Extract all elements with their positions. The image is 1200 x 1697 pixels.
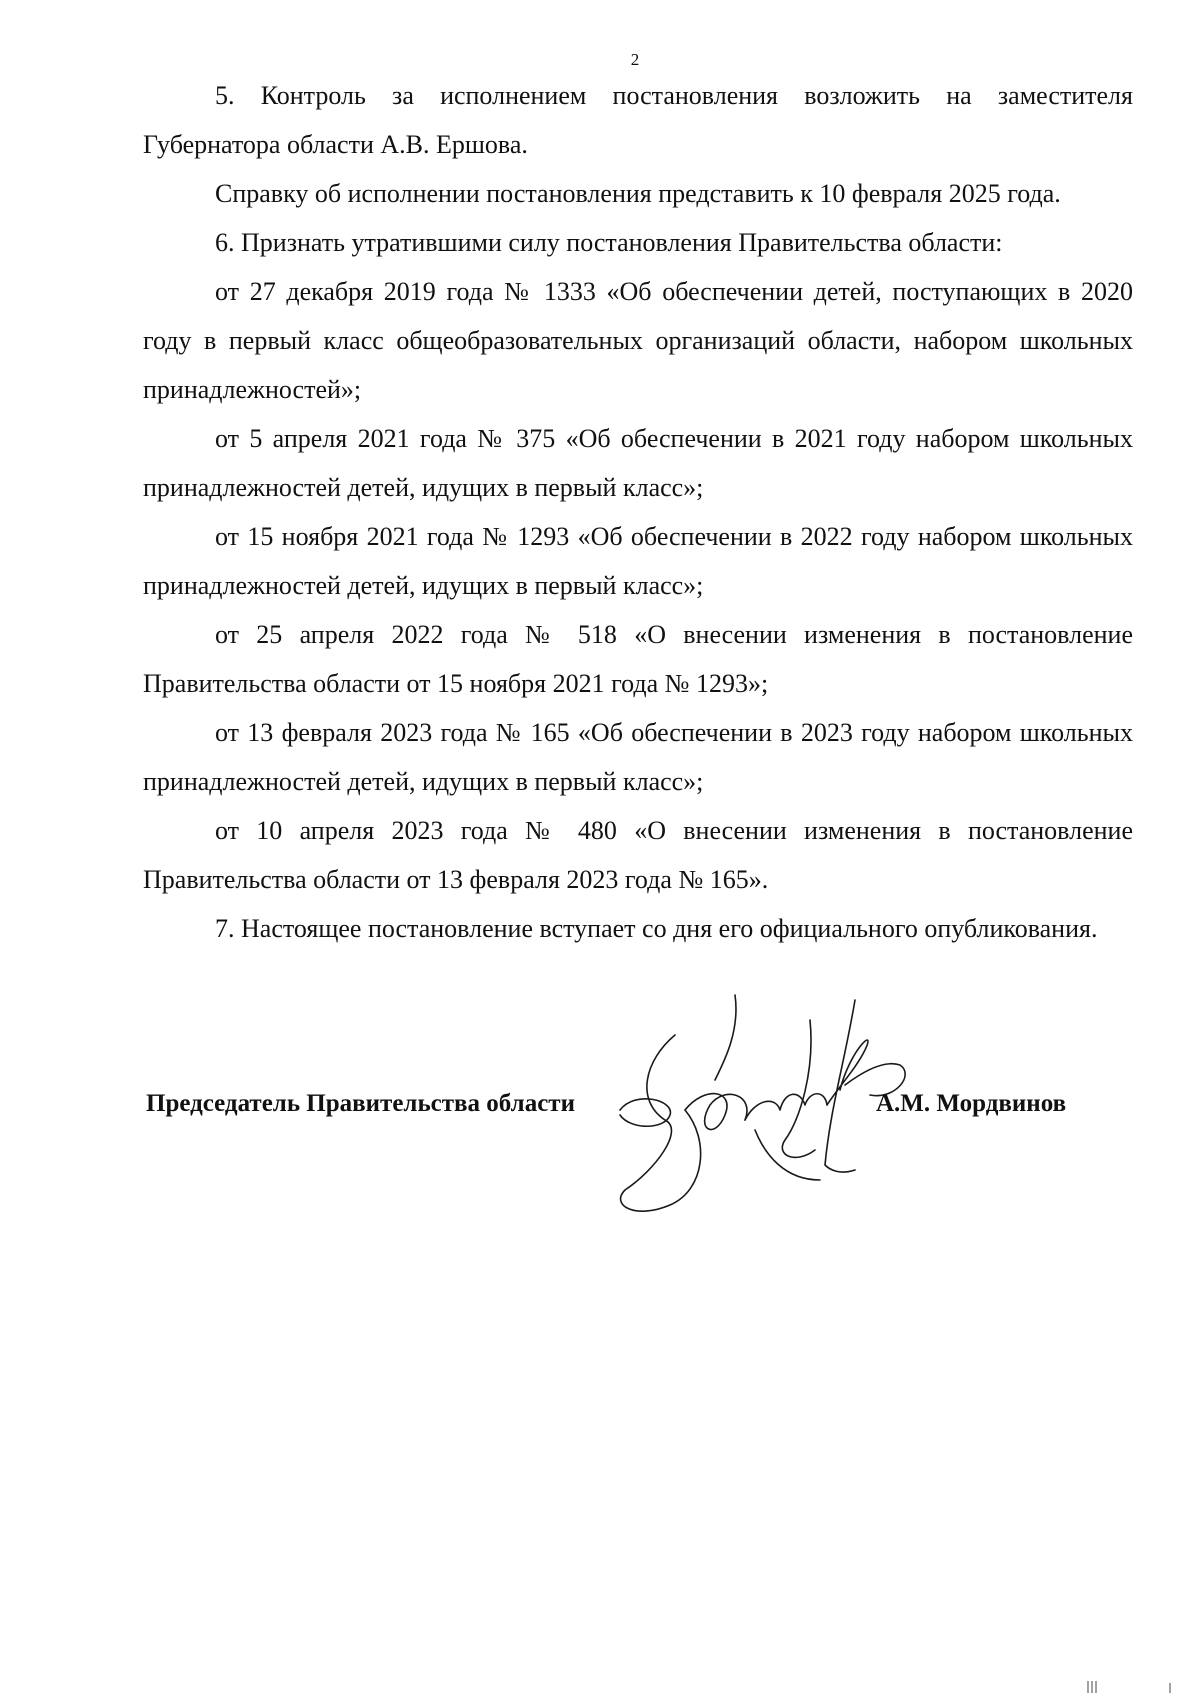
signatory-name: А.М. Мордвинов bbox=[876, 1090, 1067, 1117]
signatory-title: Председатель Правительства области bbox=[146, 1090, 575, 1117]
signature-block bbox=[146, 1090, 1146, 1130]
page-number: 2 bbox=[630, 50, 640, 69]
paragraph-7-effective: 7. Настоящее постановление вступает со дня его официального опубликования. bbox=[215, 914, 1098, 943]
repeal-item-480: от 10 апреля 2023 года № 480 «О внесении изменения в постановление Правительства области от 13 февраля 2023 года № 165». bbox=[143, 816, 1133, 894]
paragraph-report-deadline: Справку об исполнении постановления представить к 10 февраля 2025 года. bbox=[215, 179, 1061, 208]
scan-corner-marks bbox=[1080, 1679, 1180, 1693]
repeal-item-1333: от 27 декабря 2019 года № 1333 «Об обеспечении детей, поступающих в 2020 году в первый класс общеобразовательных организаций области, набором школьных принадлежностей»; bbox=[143, 277, 1133, 404]
repeal-item-1293: от 15 ноября 2021 года № 1293 «Об обеспечении в 2022 году набором школьных принадлежностей детей, идущих в первый класс»; bbox=[143, 522, 1133, 600]
paragraph-6-repeal-intro: 6. Признать утратившими силу постановления Правительства области: bbox=[215, 228, 1003, 257]
document-body bbox=[143, 71, 1133, 953]
repeal-item-165: от 13 февраля 2023 года № 165 «Об обеспечении в 2023 году набором школьных принадлежностей детей, идущих в первый класс»; bbox=[143, 718, 1133, 796]
paragraph-5-control: 5. Контроль за исполнением постановления возложить на заместителя Губернатора области А.В. Ершова. bbox=[143, 81, 1133, 159]
repeal-item-375: от 5 апреля 2021 года № 375 «Об обеспечении в 2021 году набором школьных принадлежностей детей, идущих в первый класс»; bbox=[143, 424, 1133, 502]
repeal-item-518: от 25 апреля 2022 года № 518 «О внесении изменения в постановление Правительства области от 15 ноября 2021 года № 1293»; bbox=[143, 620, 1133, 698]
